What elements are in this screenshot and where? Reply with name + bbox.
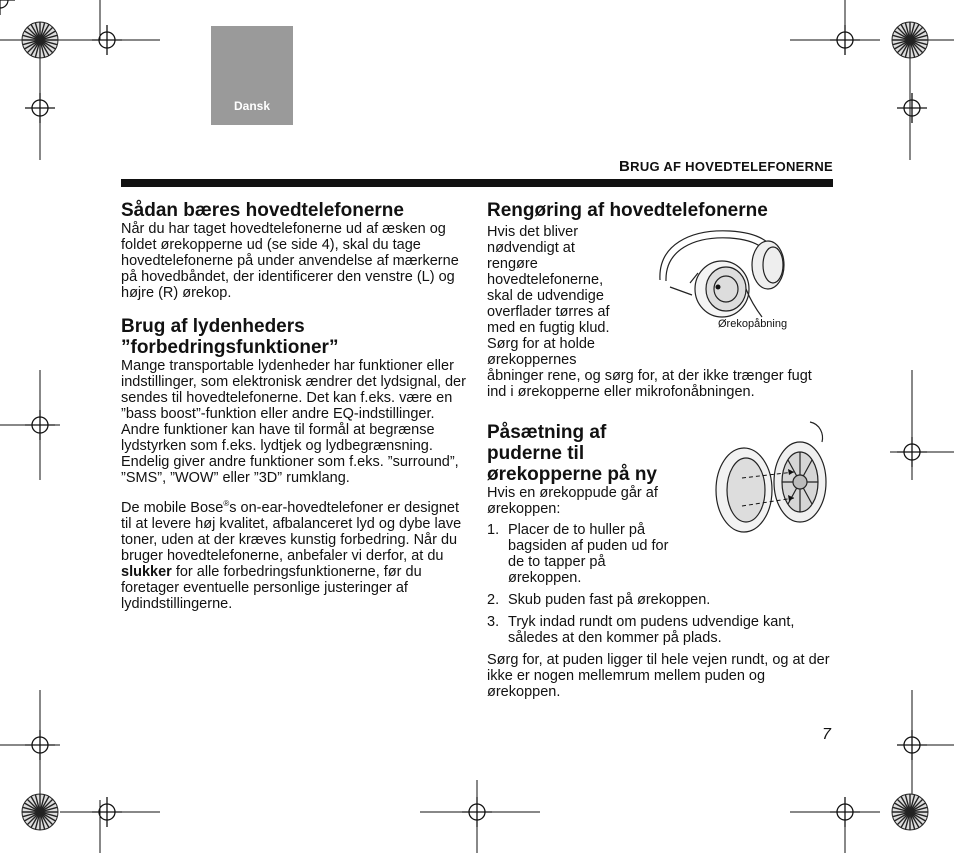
bold-turn-off: slukker [121,563,172,580]
header-rule [121,179,833,187]
running-header: BRUG AF HOVEDTELEFONERNE [618,158,833,175]
heading-cushions-2: puderne til [487,443,585,464]
list-item: 3. Tryk indad rundt om pudens udvendige kant, således at den kommer på plads. [487,614,795,646]
left-column [121,200,466,612]
steps-list [487,522,833,646]
heading-wearing: Sådan bæres hovedtelefonerne [121,200,404,221]
list-item: 2. Skub puden fast på ørekoppen. [487,592,711,608]
earcup-opening-marker [716,285,721,290]
heading-cleaning: Rengøring af hovedtelefonerne [487,200,768,221]
page-number: 7 [822,726,831,743]
para-cleaning-rest: åbninger rene, og sørg for, at der ikke trænger fugt ind i ørekopperne eller mikrofonåbningen. [487,368,812,400]
para-cushions-end: Sørg for, at puden ligger til hele vejen rundt, og at der ikke er nogen mellemrum mellem puden og ørekoppen. [487,652,830,700]
para-cushions: Hvis en ørekoppude går af ørekoppen: [487,485,658,517]
image-caption: Ørekopåbning [718,318,788,330]
ear-cushion-illustration [712,420,832,535]
heading-cushions-1: Påsætning af [487,422,607,443]
list-item: 1. Placer de to huller på bagsiden af puden ud for de to tapper på ørekoppen. [487,522,669,586]
language-tab [211,26,293,125]
para-cleaning-narrow: Hvis det bliver nødvendigt at rengøre hovedtelefonerne, skal de udvendige overflader tørres af med en fugtig klud. Sørg for at holde ørekoppernes [487,224,610,368]
language-tab-label: Dansk [233,99,271,113]
para-enhancements: Mange transportable lydenheder har funktioner eller indstillinger, som elektronisk ændrer det lydsignal, der sendes til hovedtelefonerne. Det kan f.eks. være en ”bass boost”-funktion eller andre EQ-indstillinger. Andre funktioner kan have til formål at begrænse lydstyrken som f.eks. lydtjek og lydbegrænsning. Endelig giver andre funktioner som f.eks. ”surround”, ”SMS”, ”WOW” eller ”3D” rumklang. [121,358,466,486]
para-wearing: Når du har taget hovedtelefonerne ud af æsken og foldet ørekopperne ud (se side 4), skal du tage hovedtelefonerne på under anvendelse af mærkerne på hovedbåndet, der identificerer den venstre (L) og højre (R) ørekop. [121,221,459,301]
heading-enhancements-1: Brug af lydenheders [121,316,305,337]
headphones-illustration [650,225,790,320]
heading-enhancements-2: ”forbedringsfunktioner” [121,337,339,358]
para-bose: De mobile Bose®s on-ear-hovedtelefoner er designet til at levere høj kvalitet, afbalanceret lyd og dybe lave toner, uden at der kræves kunstig forbedring. Når du bruger hovedtelefonerne, anbefaler vi derfor, at du slukker for alle forbedringsfunktionerne, før du foretager eventuelle personlige justeringer af lydindstillingerne. [121,499,462,612]
heading-cushions-3: ørekopperne på ny [487,464,657,485]
